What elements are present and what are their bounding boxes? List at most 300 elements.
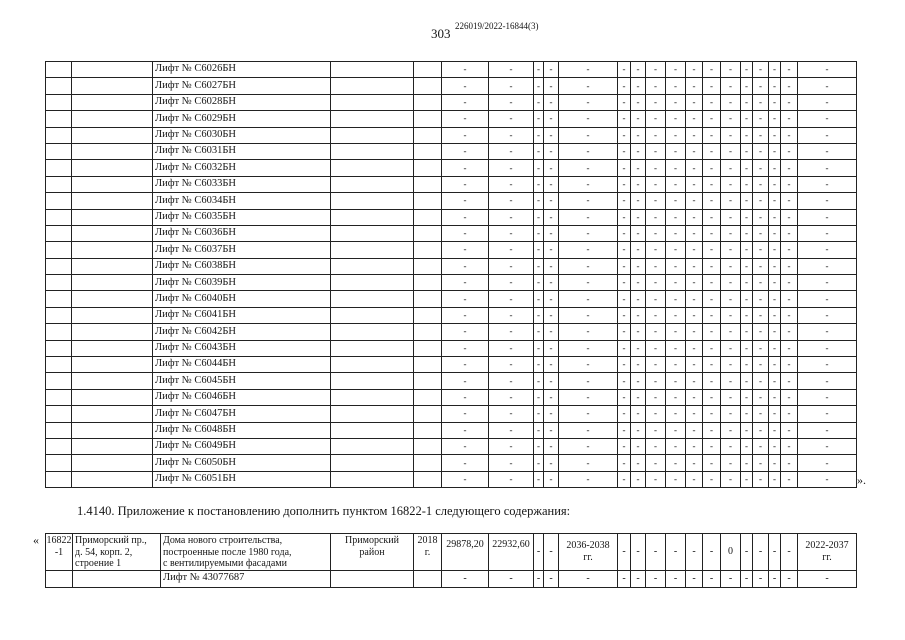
value-cell: - <box>741 275 753 291</box>
value-cell: - <box>442 127 489 143</box>
value-cell: - <box>721 471 741 487</box>
value-cell: - <box>703 94 721 110</box>
value-cell: - <box>666 143 686 159</box>
value-cell: - <box>618 307 631 323</box>
empty-cell <box>72 78 153 94</box>
empty-cell <box>46 373 72 389</box>
lift-name-cell: Лифт № С6033БН <box>153 176 331 192</box>
value-cell: - <box>442 389 489 405</box>
value-cell: - <box>534 373 544 389</box>
value-cell: - <box>769 307 781 323</box>
empty-cell <box>46 438 72 454</box>
empty-cell <box>72 275 153 291</box>
value-cell: - <box>781 275 798 291</box>
value-cell: - <box>721 275 741 291</box>
empty-cell <box>46 275 72 291</box>
value-cell: - <box>646 324 666 340</box>
table-row <box>46 62 857 78</box>
value-cell: - <box>703 62 721 78</box>
value-cell: - <box>646 570 666 587</box>
value-cell: - <box>703 406 721 422</box>
table-row <box>46 242 857 258</box>
lift-name-cell: Лифт № С6026БН <box>153 62 331 78</box>
value-cell: - <box>798 193 857 209</box>
value-cell: - <box>703 111 721 127</box>
value-cell: - <box>559 127 618 143</box>
value-cell: - <box>618 160 631 176</box>
empty-cell <box>414 94 442 110</box>
value-cell: - <box>442 373 489 389</box>
value-cell: - <box>666 78 686 94</box>
value-cell: - <box>618 534 631 571</box>
value-cell: - <box>686 324 703 340</box>
value-cell: - <box>631 389 646 405</box>
value-cell: - <box>559 193 618 209</box>
value-cell: - <box>489 307 534 323</box>
value-cell: - <box>544 406 559 422</box>
empty-cell <box>331 324 414 340</box>
lift-name-cell: Лифт № С6049БН <box>153 438 331 454</box>
value-cell: - <box>559 225 618 241</box>
empty-cell <box>414 225 442 241</box>
value-cell: - <box>489 176 534 192</box>
lift-name-cell: Лифт № С6050БН <box>153 455 331 471</box>
value-cell: - <box>618 340 631 356</box>
value-cell: - <box>534 193 544 209</box>
value-cell: - <box>618 78 631 94</box>
value-cell: - <box>534 422 544 438</box>
value-cell: - <box>489 291 534 307</box>
empty-cell <box>46 111 72 127</box>
value-cell: - <box>631 291 646 307</box>
value-cell: - <box>646 176 666 192</box>
empty-cell <box>46 209 72 225</box>
value-cell: - <box>753 340 769 356</box>
value-cell: - <box>559 258 618 274</box>
value-cell: - <box>544 373 559 389</box>
empty-cell <box>46 127 72 143</box>
value-cell: - <box>741 127 753 143</box>
value-cell: - <box>534 127 544 143</box>
record-number-cell <box>46 534 73 571</box>
value-cell: - <box>741 389 753 405</box>
value-cell: - <box>631 307 646 323</box>
value-cell: - <box>741 94 753 110</box>
value-cell <box>798 534 857 571</box>
value-cell: - <box>721 176 741 192</box>
value-cell: - <box>618 258 631 274</box>
value-cell: - <box>753 258 769 274</box>
value-cell: - <box>781 193 798 209</box>
empty-cell <box>414 242 442 258</box>
lift-name-cell: Лифт № С6040БН <box>153 291 331 307</box>
value-cell: - <box>646 455 666 471</box>
empty-cell <box>414 438 442 454</box>
value-cell: - <box>442 94 489 110</box>
value-cell: - <box>618 225 631 241</box>
value-cell: - <box>741 406 753 422</box>
value-cell: - <box>534 455 544 471</box>
value-cell: - <box>798 570 857 587</box>
value-cell: - <box>442 193 489 209</box>
value-cell: - <box>442 242 489 258</box>
empty-cell <box>414 340 442 356</box>
value-cell: - <box>489 78 534 94</box>
lifts-table <box>45 61 857 488</box>
empty-cell <box>414 176 442 192</box>
value-cell: - <box>721 209 741 225</box>
value-cell: - <box>798 389 857 405</box>
lift-name-cell: Лифт № С6038БН <box>153 258 331 274</box>
value-cell: - <box>489 324 534 340</box>
empty-cell <box>72 62 153 78</box>
value-cell: - <box>646 422 666 438</box>
value-cell: - <box>442 307 489 323</box>
value-cell: - <box>721 422 741 438</box>
value-cell: - <box>544 438 559 454</box>
value-cell: - <box>534 209 544 225</box>
value-cell: - <box>666 127 686 143</box>
value-cell: - <box>646 62 666 78</box>
value-cell: - <box>631 160 646 176</box>
value-cell: - <box>666 94 686 110</box>
value-cell: - <box>534 176 544 192</box>
value-cell: - <box>686 534 703 571</box>
value-cell: - <box>559 406 618 422</box>
value-cell: - <box>741 143 753 159</box>
value-cell: - <box>686 291 703 307</box>
value-cell: - <box>703 471 721 487</box>
value-cell: - <box>666 275 686 291</box>
value-cell: - <box>769 340 781 356</box>
value-cell: - <box>646 373 666 389</box>
value-cell: - <box>781 291 798 307</box>
cell-line: д. 54, корп. 2, <box>75 546 133 558</box>
table-row <box>46 275 857 291</box>
value-cell: - <box>631 471 646 487</box>
value-cell: - <box>781 225 798 241</box>
value-cell: - <box>489 406 534 422</box>
value-cell: - <box>646 94 666 110</box>
value-cell: - <box>798 438 857 454</box>
empty-cell <box>46 160 72 176</box>
empty-cell <box>46 471 72 487</box>
table-row <box>46 111 857 127</box>
value-cell: - <box>534 242 544 258</box>
value-cell: - <box>703 143 721 159</box>
value-cell: - <box>559 62 618 78</box>
value-cell: - <box>781 307 798 323</box>
value-cell: - <box>781 62 798 78</box>
value-cell: - <box>666 373 686 389</box>
empty-cell <box>331 275 414 291</box>
table-row <box>46 438 857 454</box>
value-cell: - <box>741 209 753 225</box>
value-cell: - <box>769 422 781 438</box>
value-cell: - <box>721 94 741 110</box>
value-cell: - <box>631 94 646 110</box>
cell-line: с вентилируемыми фасадами <box>163 558 287 569</box>
value-cell: - <box>559 455 618 471</box>
empty-cell <box>72 357 153 373</box>
value-cell: - <box>489 258 534 274</box>
value-cell: - <box>544 324 559 340</box>
value-cell: - <box>798 111 857 127</box>
table-row <box>46 127 857 143</box>
value-cell: - <box>442 209 489 225</box>
value-cell: - <box>442 471 489 487</box>
value-cell: - <box>544 143 559 159</box>
empty-cell <box>414 455 442 471</box>
value-cell: - <box>686 406 703 422</box>
empty-cell <box>414 275 442 291</box>
lift-name-cell: Лифт № С6039БН <box>153 275 331 291</box>
cell-line: -1 <box>54 546 64 558</box>
value-cell: - <box>559 143 618 159</box>
value-cell: - <box>544 357 559 373</box>
page-number: 303 <box>431 26 451 41</box>
value-cell: - <box>741 471 753 487</box>
value-cell: - <box>703 127 721 143</box>
value-cell: - <box>703 570 721 587</box>
value-cell: - <box>741 160 753 176</box>
empty-cell <box>72 324 153 340</box>
empty-cell <box>331 242 414 258</box>
value-cell: - <box>741 242 753 258</box>
value-cell: - <box>534 291 544 307</box>
value-cell: - <box>666 534 686 571</box>
empty-cell <box>331 127 414 143</box>
value-cell: - <box>753 111 769 127</box>
value-cell: - <box>631 78 646 94</box>
value-cell: - <box>618 324 631 340</box>
value-cell: - <box>534 324 544 340</box>
value-cell: - <box>753 225 769 241</box>
value-cell: - <box>631 422 646 438</box>
value-cell: - <box>666 242 686 258</box>
value-cell: - <box>618 127 631 143</box>
value-cell: - <box>753 406 769 422</box>
value-cell: - <box>631 275 646 291</box>
value-cell: - <box>769 389 781 405</box>
empty-cell <box>46 455 72 471</box>
value-cell: - <box>489 143 534 159</box>
empty-cell <box>72 176 153 192</box>
value-cell: - <box>686 94 703 110</box>
value-cell: 29878,20 <box>442 534 489 571</box>
table-row <box>46 340 857 356</box>
empty-cell <box>331 225 414 241</box>
value-cell: - <box>544 570 559 587</box>
empty-cell <box>72 94 153 110</box>
value-cell: - <box>721 62 741 78</box>
lifts-table-body <box>46 62 857 488</box>
value-cell: - <box>646 438 666 454</box>
empty-cell <box>72 455 153 471</box>
value-cell: - <box>686 111 703 127</box>
value-cell: - <box>798 258 857 274</box>
value-cell: - <box>781 340 798 356</box>
value-cell: - <box>666 160 686 176</box>
empty-cell <box>414 307 442 323</box>
lift-name-cell: Лифт № С6037БН <box>153 242 331 258</box>
value-cell: - <box>686 471 703 487</box>
value-cell: - <box>631 406 646 422</box>
value-cell: - <box>646 127 666 143</box>
value-cell: - <box>544 455 559 471</box>
value-cell <box>559 534 618 571</box>
value-cell: - <box>753 62 769 78</box>
value-cell: - <box>618 570 631 587</box>
value-cell: - <box>721 373 741 389</box>
value-cell: - <box>646 340 666 356</box>
amendment-paragraph: 1.4140. Приложение к постановлению дополнить пунктом 16822-1 следующего содержания: <box>77 504 571 518</box>
value-cell: - <box>721 455 741 471</box>
value-cell: - <box>534 160 544 176</box>
value-cell: - <box>618 143 631 159</box>
value-cell: - <box>489 471 534 487</box>
empty-cell <box>46 422 72 438</box>
value-cell: - <box>631 209 646 225</box>
value-cell: - <box>769 160 781 176</box>
value-cell: - <box>534 225 544 241</box>
value-cell: - <box>703 242 721 258</box>
value-cell: - <box>666 471 686 487</box>
value-cell: - <box>686 62 703 78</box>
value-cell: - <box>646 209 666 225</box>
value-cell: - <box>769 373 781 389</box>
lift-name-cell: Лифт № С6031БН <box>153 143 331 159</box>
value-cell: - <box>721 291 741 307</box>
value-cell: - <box>666 258 686 274</box>
empty-cell <box>414 406 442 422</box>
empty-cell <box>46 242 72 258</box>
value-cell: - <box>544 307 559 323</box>
value-cell: - <box>798 176 857 192</box>
value-cell: - <box>798 242 857 258</box>
lift-name-cell: Лифт № С6042БН <box>153 324 331 340</box>
value-cell: - <box>442 111 489 127</box>
table-row <box>46 373 857 389</box>
value-cell: - <box>442 324 489 340</box>
value-cell: - <box>489 373 534 389</box>
empty-cell <box>331 193 414 209</box>
value-cell: - <box>489 570 534 587</box>
value-cell: - <box>769 78 781 94</box>
empty-cell <box>72 225 153 241</box>
empty-cell <box>331 94 414 110</box>
value-cell: - <box>442 438 489 454</box>
value-cell: - <box>781 406 798 422</box>
value-cell: - <box>753 389 769 405</box>
empty-cell <box>72 307 153 323</box>
table-row <box>46 258 857 274</box>
value-cell: - <box>753 455 769 471</box>
value-cell: - <box>544 225 559 241</box>
value-cell: - <box>442 143 489 159</box>
empty-cell <box>414 389 442 405</box>
value-cell: - <box>559 438 618 454</box>
empty-cell <box>331 340 414 356</box>
value-cell: - <box>798 373 857 389</box>
value-cell: 0 <box>721 534 741 571</box>
lift-name-cell: Лифт № С6035БН <box>153 209 331 225</box>
value-cell: - <box>753 373 769 389</box>
table-row <box>46 307 857 323</box>
value-cell: - <box>646 389 666 405</box>
empty-cell <box>72 389 153 405</box>
cell-line: Приморский пр., <box>75 535 147 546</box>
value-cell: - <box>646 225 666 241</box>
value-cell: - <box>798 225 857 241</box>
value-cell: - <box>721 406 741 422</box>
value-cell: - <box>769 225 781 241</box>
value-cell: - <box>703 160 721 176</box>
value-cell: - <box>721 340 741 356</box>
value-cell: - <box>534 111 544 127</box>
value-cell: - <box>534 570 544 587</box>
value-cell: - <box>534 275 544 291</box>
value-cell: - <box>666 438 686 454</box>
cell-line: 2018 <box>417 535 438 546</box>
value-cell: - <box>798 471 857 487</box>
value-cell: - <box>769 324 781 340</box>
value-cell: - <box>781 570 798 587</box>
table-row <box>46 143 857 159</box>
value-cell: - <box>646 111 666 127</box>
value-cell: - <box>618 389 631 405</box>
value-cell: - <box>781 127 798 143</box>
value-cell: - <box>544 160 559 176</box>
empty-cell <box>46 62 72 78</box>
empty-cell <box>73 570 161 587</box>
value-cell: - <box>769 455 781 471</box>
value-cell: - <box>798 307 857 323</box>
empty-cell <box>414 127 442 143</box>
value-cell: - <box>798 422 857 438</box>
value-cell: - <box>666 62 686 78</box>
cell-line: гг. <box>583 551 593 563</box>
table-row <box>46 291 857 307</box>
value-cell: - <box>769 193 781 209</box>
value-cell: - <box>798 78 857 94</box>
value-cell: - <box>544 340 559 356</box>
value-cell: - <box>741 291 753 307</box>
value-cell: - <box>753 193 769 209</box>
cell-line: г. <box>424 546 431 558</box>
value-cell: - <box>721 324 741 340</box>
value-cell: - <box>798 94 857 110</box>
value-cell: - <box>741 258 753 274</box>
value-cell: - <box>544 209 559 225</box>
value-cell: - <box>753 438 769 454</box>
value-cell: - <box>703 324 721 340</box>
value-cell: - <box>798 143 857 159</box>
value-cell: - <box>741 438 753 454</box>
value-cell: - <box>798 406 857 422</box>
cell-line: 16822 <box>46 535 72 546</box>
value-cell: - <box>686 127 703 143</box>
empty-cell <box>331 209 414 225</box>
value-cell: - <box>631 455 646 471</box>
value-cell: - <box>559 209 618 225</box>
value-cell: - <box>534 258 544 274</box>
value-cell: - <box>631 324 646 340</box>
value-cell: - <box>769 127 781 143</box>
empty-cell <box>331 291 414 307</box>
value-cell: - <box>741 324 753 340</box>
value-cell: - <box>781 324 798 340</box>
